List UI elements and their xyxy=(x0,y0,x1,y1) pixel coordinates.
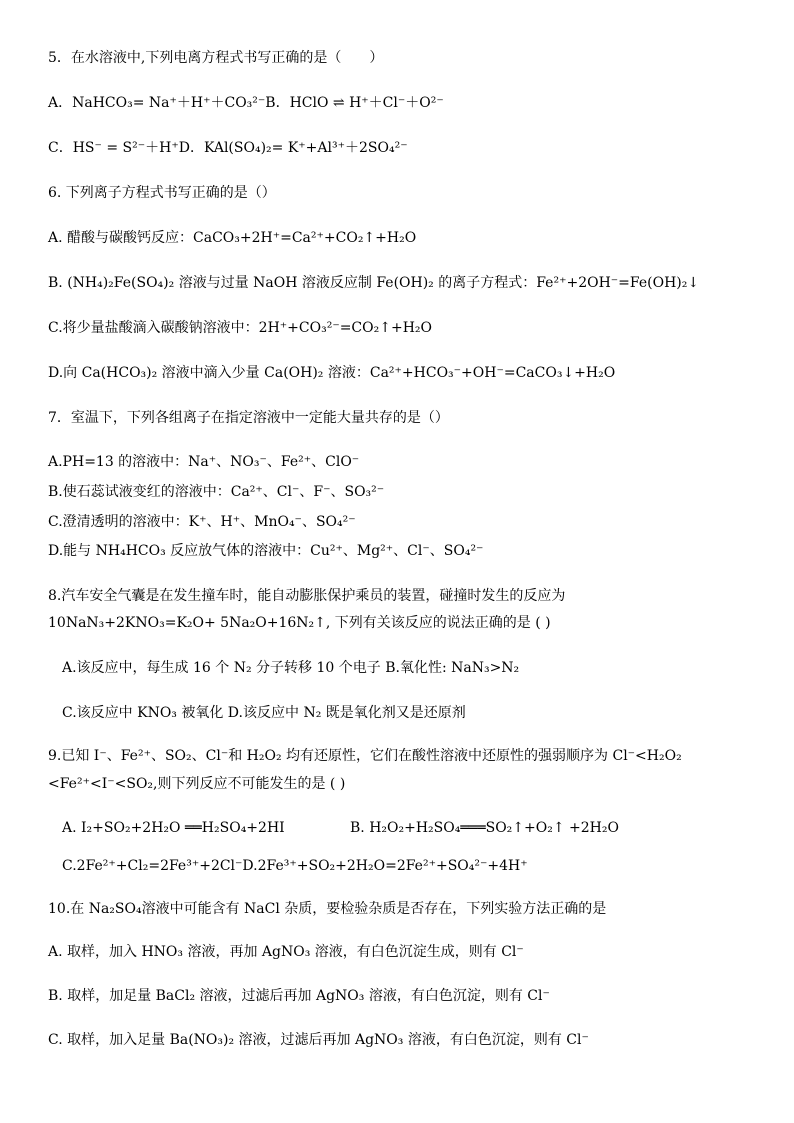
question-9-options-cd: C.2Fe²⁺+Cl₂=2Fe³⁺+2Cl⁻D.2Fe³⁺+SO₂+2H₂O=2Fe²⁺+SO₄²⁻+4H⁺ xyxy=(62,858,528,874)
question-8-stem-line2: 10NaN₃+2KNO₃=K₂O+ 5Na₂O+16N₂↑, 下列有关该反应的说法正确的是 ( ) xyxy=(48,615,551,631)
question-7-option-d: D.能与 NH₄HCO₃ 反应放气体的溶液中：Cu²⁺、Mg²⁺、Cl⁻、SO₄²⁻ xyxy=(48,543,484,559)
question-6-option-c: C.将少量盐酸滴入碳酸钠溶液中：2H⁺+CO₃²⁻=CO₂↑+H₂O xyxy=(48,320,432,336)
question-10-stem: 10.在 Na₂SO₄溶液中可能含有 NaCl 杂质，要检验杂质是否存在，下列实验方法正确的是 xyxy=(48,901,607,917)
question-9-option-b: B. H₂O₂+H₂SO₄═══SO₂↑+O₂↑ +2H₂O xyxy=(350,820,619,836)
question-8-options-ab: A.该反应中，每生成 16 个 N₂ 分子转移 10 个电子 B.氧化性: NaN₃>N₂ xyxy=(62,660,520,676)
question-9-option-a: A. I₂+SO₂+2H₂O ══H₂SO₄+2HI xyxy=(62,820,285,836)
question-8-stem-line1: 8.汽车安全气囊是在发生撞车时，能自动膨胀保护乘员的装置，碰撞时发生的反应为 xyxy=(48,588,566,604)
question-7-stem: 7．室温下，下列各组离子在指定溶液中一定能大量共存的是（） xyxy=(48,410,449,426)
question-7-option-a: A.PH=13 的溶液中：Na⁺、NO₃⁻、Fe²⁺、ClO⁻ xyxy=(48,454,360,470)
question-6-option-b: B. (NH₄)₂Fe(SO₄)₂ 溶液与过量 NaOH 溶液反应制 Fe(OH)₂ 的离子方程式：Fe²⁺+2OH⁻=Fe(OH)₂↓ xyxy=(48,275,700,291)
question-10-option-a: A. 取样，加入 HNO₃ 溶液，再加 AgNO₃ 溶液，有白色沉淀生成，则有 Cl⁻ xyxy=(48,944,524,960)
question-6-option-a: A. 醋酸与碳酸钙反应：CaCO₃+2H⁺=Ca²⁺+CO₂↑+H₂O xyxy=(48,230,417,246)
question-9-stem-line2: <Fe²⁺<I⁻<SO₂,则下列反应不可能发生的是 ( ) xyxy=(48,776,346,792)
question-7-option-b: B.使石蕊试液变红的溶液中：Ca²⁺、Cl⁻、F⁻、SO₃²⁻ xyxy=(48,484,385,500)
question-5-options-cd: C．HS⁻ = S²⁻＋H⁺D．KAl(SO₄)₂= K⁺+Al³⁺＋2SO₄²⁻ xyxy=(48,140,408,156)
question-5-options-ab: A．NaHCO₃= Na⁺＋H⁺＋CO₃²⁻B．HClO ⇌ H⁺＋Cl⁻＋O²⁻ xyxy=(48,95,444,111)
question-8-options-cd: C.该反应中 KNO₃ 被氧化 D.该反应中 N₂ 既是氧化剂又是还原剂 xyxy=(62,705,466,721)
question-5-stem: 5．在水溶液中,下列电离方程式书写正确的是（ ） xyxy=(48,50,384,66)
question-6-option-d: D.向 Ca(HCO₃)₂ 溶液中滴入少量 Ca(OH)₂ 溶液：Ca²⁺+HCO₃⁻+OH⁻=CaCO₃↓+H₂O xyxy=(48,365,616,381)
question-10-option-c: C. 取样，加入足量 Ba(NO₃)₂ 溶液，过滤后再加 AgNO₃ 溶液，有白色沉淀，则有 Cl⁻ xyxy=(48,1032,589,1048)
question-6-stem: 6. 下列离子方程式书写正确的是（） xyxy=(48,185,276,201)
question-10-option-b: B. 取样，加足量 BaCl₂ 溶液，过滤后再加 AgNO₃ 溶液，有白色沉淀，则有 Cl⁻ xyxy=(48,988,550,1004)
question-9-stem-line1: 9.已知 I⁻、Fe²⁺、SO₂、Cl⁻和 H₂O₂ 均有还原性，它们在酸性溶液中还原性的强弱顺序为 Cl⁻<H₂O₂ xyxy=(48,748,682,764)
question-7-option-c: C.澄清透明的溶液中：K⁺、H⁺、MnO₄⁻、SO₄²⁻ xyxy=(48,514,356,530)
